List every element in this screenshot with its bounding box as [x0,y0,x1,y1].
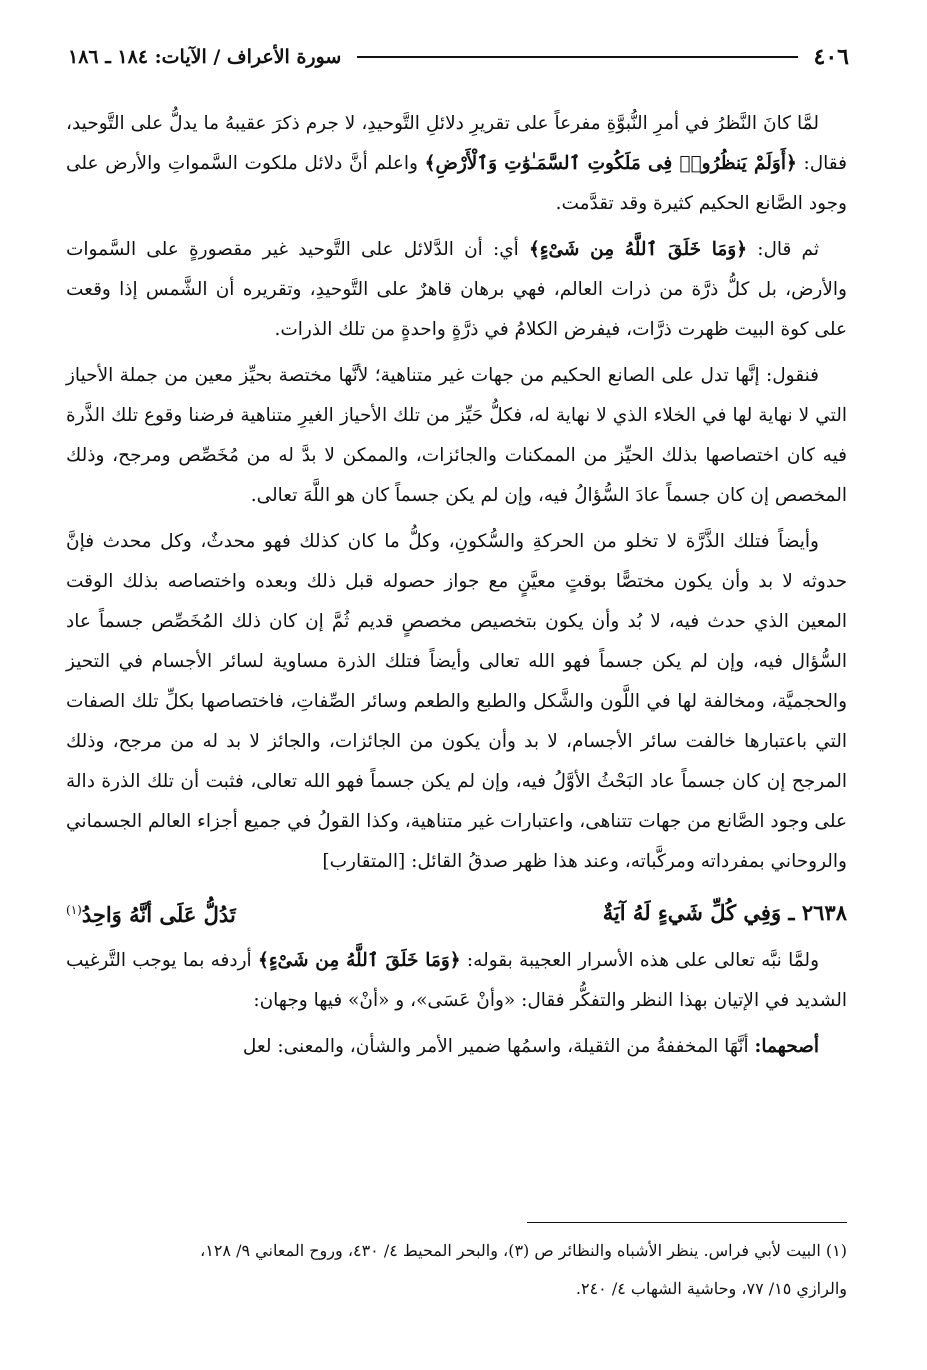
paragraph-2-text-b: أي: أن الدَّلائل على التَّوحيد غير مقصورةٍ على السَّموات والأرض، بل كلُّ ذرَّة من ذرات العالم، فهي برهان قاهرٌ على التَّوحيدِ، وتقريره أن الشَّمس إذا وقعت على كوة البيت ظهرت ذرَّات، فيفرض الكلامُ في ذرَّةٍ واحدةٍ من تلك الذرات. [66,239,847,340]
paragraph-2 [66,230,847,350]
paragraph-6-text: أنَّهَا المخففةُ من الثقيلة، واسمُها ضمير الأمر والشأن، والمعنى: لعل [242,1036,755,1057]
page-number: ٤٠٦ [813,44,849,70]
verse-hemistich-2: تَدُلُّ عَلَى أنَّهُ وَاحِدُ [81,902,236,927]
paragraph-5-text-b: أردفه بما يوجب التَّرغيب الشديد في الإتيان بهذا النظر والتفكُّر فقال: «وأنْ عَسَى»، و «أنْ» فيها وجهان: [66,950,847,1011]
quran-quote-3: ﴿وَمَا خَلَقَ ٱللَّهُ مِن شَىْءٍ﴾ [257,950,461,971]
footnote-line-2: والرازي ١٥/ ٧٧، وحاشية الشهاب ٤/ ٢٤٠. [575,1279,847,1298]
verse-number: ٢٦٣٨ ـ [788,899,847,925]
footnote-divider [527,1222,847,1223]
paragraph-6 [66,1027,847,1067]
paragraph-6-label: أصحهما: [754,1036,819,1057]
paragraph-5-text-a: ولمَّا نبَّه تعالى على هذه الأسرار العجيبة بقوله: [460,950,820,971]
paragraph-1 [66,104,847,224]
paragraph-1-text-b: واعلم أنَّ دلائل ملكوت السَّمواتِ والأرض على وجود الصَّانع الحكيم كثيرة وقد تقدَّمت. [66,153,847,214]
paragraph-4: وأيضاً فتلك الذَّرَّة لا تخلو من الحركةِ والسُّكونِ، وكلُّ ما كان كذلك فهو محدثٌ، وكل محدث فإنَّ حدوثه لا بد وأن يكون مختصًّا بوقتٍ معيَّنٍ مع جواز حصوله قبل ذلك وبعده واختصاصه بذلك الوقت المعين الذي حدث فيه، لا بُد وأن يكون بتخصيص مخصصٍ قديم ثُمَّ إن كان ذلك المُخَصِّص جسماً عاد السُّؤال فيه، وإن لم يكن جسماً فهو الله تعالى وأيضاً فتلك الذرة مساوية لسائر الأجسام في التحيز والحجميَّة، ومخالفة لها في اللَّون والشَّكل والطبع والطعم وسائر الصِّفاتِ، فاختصاصها بكلِّ تلك الصفات التي باعتبارها خالفت سائر الأجسام، لا بد وأن يكون من الجائزات، والجائز لا بد له من مرجح، وذلك المرجح إن كان جسماً عاد البَحْثُ الأوَّلُ فيه، وإن لم يكن جسماً فهو الله تعالى، فثبت أن تلك الذرة دالة على وجود الصَّانع من جهات تتناهى، واعتبارات غير متناهية، وكذا القولُ في جميع أجزاء العالم الجسماني والروحاني بمفرداته ومركَّباته، وعند هذا ظهر صدقُ القائل: [المتقارب] [66,531,847,872]
footnote-ref[interactable]: (١) [66,903,82,917]
poetry-verse [66,890,847,935]
verse-hemistich-1: وَفِي كُلِّ شَيءٍ لَهُ آيَةٌ [602,899,782,925]
verse-second-half [66,890,236,935]
paragraph-3: فنقول: إنَّها تدل على الصانع الحكيم من جهات غير متناهية؛ لأنَّها مختصة بحيِّز معين من جملة الأحياز التي لا نهاية لها في الخلاء الذي لا نهاية له، فكلُّ حَيِّز من تلك الأحياز الغيرِ متناهية فرضنا وقوع تلك الذَّرة فيه كان اختصاصها بذلك الحيِّز من الممكنات والجائزات، والممكن لا بدَّ له من مُخَصِّص ومرجح، وذلك المخصص إن كان جسماً عادَ السُّؤالُ فيه، وإن لم يكن جسماً كان هو اللَّهَ تعالى. [66,365,847,506]
paragraph-2-text-a: ثم قال: [747,239,820,260]
header-rule [357,56,797,58]
quran-quote-2: ﴿وَمَا خَلَقَ ٱللَّهُ مِن شَىْءٍ﴾ [528,239,748,260]
footnotes [66,1232,847,1308]
footnote-line-1: (١) البيت لأبي فراس. ينظر الأشباه والنظائر ص (٣)، والبحر المحيط ٤/ ٤٣٠، وروح المعاني ٩/ ١٢٨، [200,1241,847,1260]
page-header [68,40,849,74]
paragraph-1-text-a: لمَّا كانَ النَّظرُ في أمرِ النُّبوَّةِ مفرعاً على تقريرِ دلائلِ التَّوحيدِ، لا جرم ذكرَ عقيبهُ ما يدلُّ على التَّوحيد، فقال: [66,113,847,174]
main-text [66,104,847,1073]
verse-first-half [603,893,847,933]
quran-quote-1: ﴿أَوَلَمْ يَنظُرُوا۟ فِى مَلَكُوتِ ٱلسَّمَـٰوَٰتِ وَٱلْأَرْضِ﴾ [424,153,797,174]
paragraph-5 [66,941,847,1021]
surah-info: سورة الأعراف / الآيات: ١٨٤ ـ ١٨٦ [68,46,342,68]
